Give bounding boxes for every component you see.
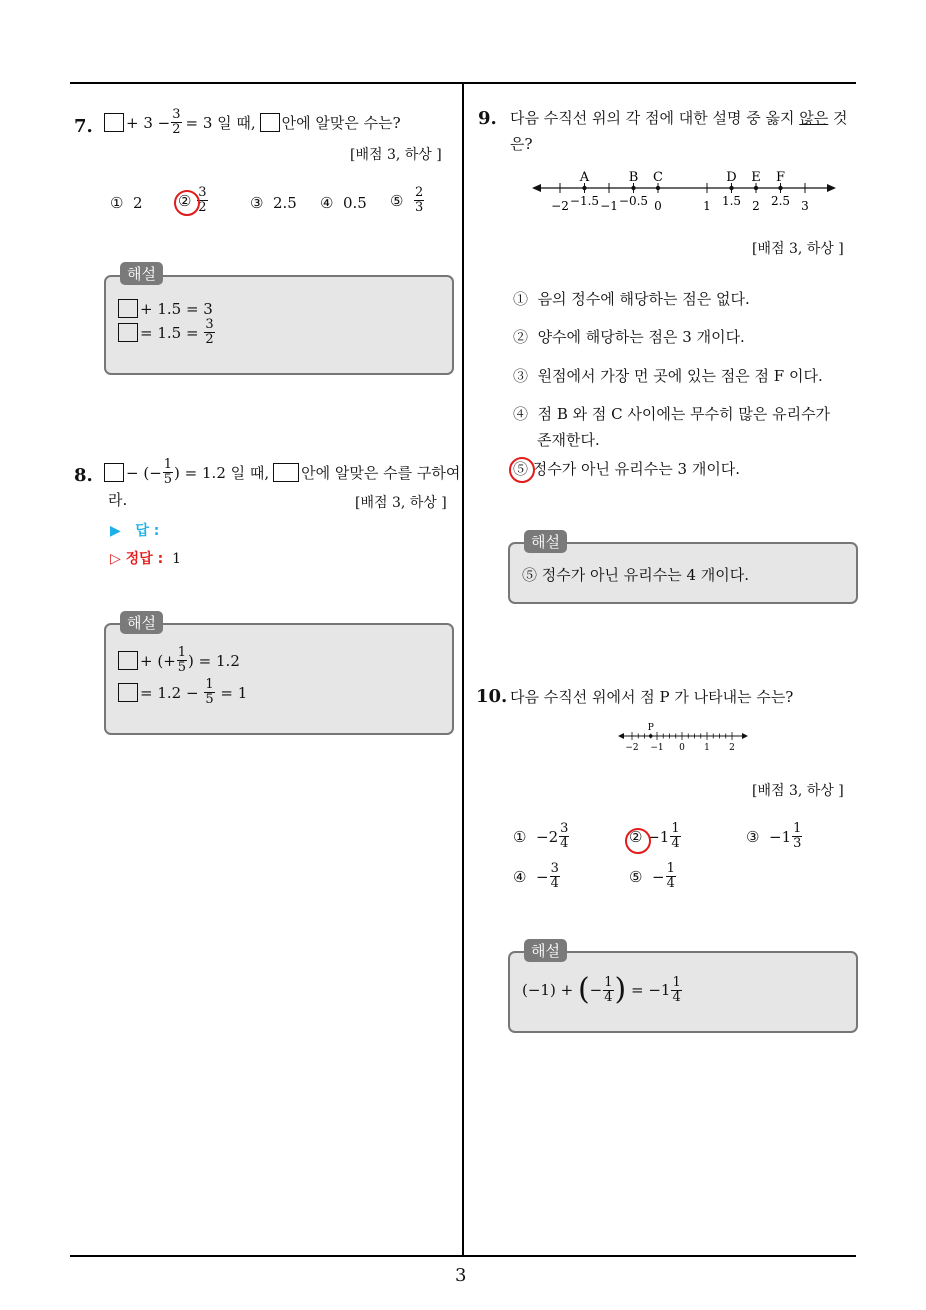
point-label: A [579, 170, 590, 185]
q7-solution-line-1: + 1.5 = 3 [118, 299, 213, 318]
q8-solution-line-2: = 1.2 − $\frac{1}{5}$ = 1 [118, 678, 247, 707]
q7-solution-tag: 해설 [120, 262, 163, 285]
q9-choice-5[interactable]: ⑤ 정수가 아닌 유리수는 3 개이다. [513, 460, 741, 478]
point-label: E [751, 170, 761, 185]
question-8-number: 8. [74, 465, 93, 486]
question-10-number: 10. [476, 686, 508, 707]
point-marker [754, 186, 758, 190]
q9-choice-4-cont: 존재한다. [537, 431, 600, 449]
question-7-stem [104, 108, 401, 137]
correct-answer-row [110, 548, 181, 568]
page-number: 3 [455, 1265, 467, 1286]
point-label: F [775, 170, 786, 185]
fraction: $\frac{1}{5}$ [163, 457, 173, 487]
tick-label: 1 [704, 743, 710, 753]
question-10-score: [배점 3, 하상 ] [752, 783, 844, 799]
tick-label: −2 [625, 743, 639, 753]
tick-label: −1.5 [569, 194, 600, 208]
answer-label: 답 : [135, 523, 160, 539]
q7-choice-1[interactable]: ① 2 [110, 194, 143, 212]
stem-text: + 3 − [126, 113, 171, 132]
blank-box [104, 463, 124, 482]
q9-choice-4[interactable]: ④ 점 B 와 점 C 사이에는 무수히 많은 유리수가 [513, 405, 831, 423]
fraction: $\frac{3}{2}$ [172, 107, 181, 137]
answer-row [110, 520, 159, 540]
q10-choice-3[interactable]: ③ −1 $\frac{1}{3}$ [746, 821, 802, 851]
tick-label: 1 [703, 199, 711, 213]
q10-choice-1[interactable]: ① −2 $\frac{3}{4}$ [513, 821, 569, 851]
q10-choice-2[interactable]: ② −1 $\frac{1}{4}$ [629, 821, 680, 851]
question-8-score: [배점 3, 하상 ] [355, 495, 447, 511]
q10-solution-line-1: (−1) + ( − $\frac{1}{4}$ ) = −1 $\frac{1}{4}$ [522, 972, 681, 1007]
q9-choice-1[interactable]: ① 음의 정수에 해당하는 점은 없다. [513, 290, 750, 308]
tick-label: −1 [650, 743, 664, 753]
q7-selected-circle-mark [174, 190, 200, 216]
q8-solution-tag: 해설 [120, 611, 163, 634]
stem-text: − (− [126, 463, 162, 482]
question-9-number: 9. [478, 108, 497, 129]
blank-box [273, 463, 299, 482]
q10-choice-4[interactable]: ④ − $\frac{3}{4}$ [513, 861, 559, 891]
stem-text: 안에 알맞은 수는? [281, 113, 401, 132]
question-9-stem: 다음 수직선 위의 각 점에 대한 설명 중 옳지 않은 것 [510, 109, 848, 127]
tick-label: 2 [752, 199, 760, 213]
q7-choice-5[interactable]: ⑤ $\frac{2}{3}$ [390, 185, 424, 215]
point-marker [582, 186, 586, 190]
point-marker [649, 734, 653, 738]
tick-label: 1.5 [721, 194, 742, 208]
point-label: D [726, 170, 737, 185]
triangle-outline-icon: ▷ [110, 551, 121, 567]
question-10-stem: 다음 수직선 위에서 점 P 가 나타내는 수는? [510, 688, 794, 706]
question-8-stem-cont: 라. [108, 491, 128, 509]
question-8-stem [104, 458, 460, 487]
q9-solution-line-1: ⑤ 정수가 아닌 유리수는 4 개이다. [522, 566, 750, 584]
tick-label: 2.5 [770, 194, 791, 208]
q9-choice-3[interactable]: ③ 원점에서 가장 먼 곳에 있는 점은 점 F 이다. [513, 367, 823, 385]
q10-selected-circle-mark [625, 828, 651, 854]
column-divider [462, 82, 464, 1257]
tick-label: −2 [551, 199, 569, 213]
tick-label: 0 [654, 199, 662, 213]
point-label: P [647, 723, 654, 733]
question-9-score: [배점 3, 하상 ] [752, 241, 844, 257]
bottom-rule [70, 1255, 856, 1257]
q9-solution-tag: 해설 [524, 530, 567, 553]
tick-label: −1 [600, 199, 618, 213]
correct-value: 1 [172, 551, 181, 567]
question-7-number: 7. [74, 116, 93, 137]
point-marker [778, 186, 782, 190]
question-7-score: [배점 3, 하상 ] [350, 147, 442, 163]
point-marker [656, 186, 660, 190]
q7-choice-3[interactable]: ③ 2.5 [250, 194, 297, 212]
tick-label: −0.5 [618, 194, 649, 208]
q7-solution-line-2: = 1.5 = $\frac{3}{2}$ [118, 318, 216, 347]
tick-label: 2 [729, 743, 735, 753]
q10-number-line [615, 718, 750, 756]
stem-text: ) = 1.2 일 때, [174, 463, 270, 482]
stem-text: 안에 알맞은 수를 구하여 [301, 463, 461, 482]
correct-label: 정답 : [125, 551, 164, 567]
q9-selected-circle-mark [509, 457, 535, 483]
tick-label: 0 [679, 743, 685, 753]
point-label: C [653, 170, 663, 185]
point-label: B [628, 170, 639, 185]
play-icon: ▶ [110, 523, 121, 539]
blank-box [260, 113, 280, 132]
q9-number-line [530, 162, 840, 222]
point-marker [729, 186, 733, 190]
q8-solution-line-1: + (+ $\frac{1}{5}$ ) = 1.2 [118, 646, 240, 675]
q7-choice-2[interactable]: ② $\frac{3}{2}$ [178, 185, 207, 215]
point-marker [631, 186, 635, 190]
q9-choice-2[interactable]: ② 양수에 해당하는 점은 3 개이다. [513, 328, 745, 346]
question-9-stem-cont: 은? [510, 135, 533, 153]
q10-choice-5[interactable]: ⑤ − $\frac{1}{4}$ [629, 861, 675, 891]
tick-label: 3 [801, 199, 809, 213]
blank-box [104, 113, 124, 132]
q7-choice-4[interactable]: ④ 0.5 [320, 194, 367, 212]
stem-text: = 3 일 때, [185, 113, 256, 132]
q10-solution-tag: 해설 [524, 939, 567, 962]
